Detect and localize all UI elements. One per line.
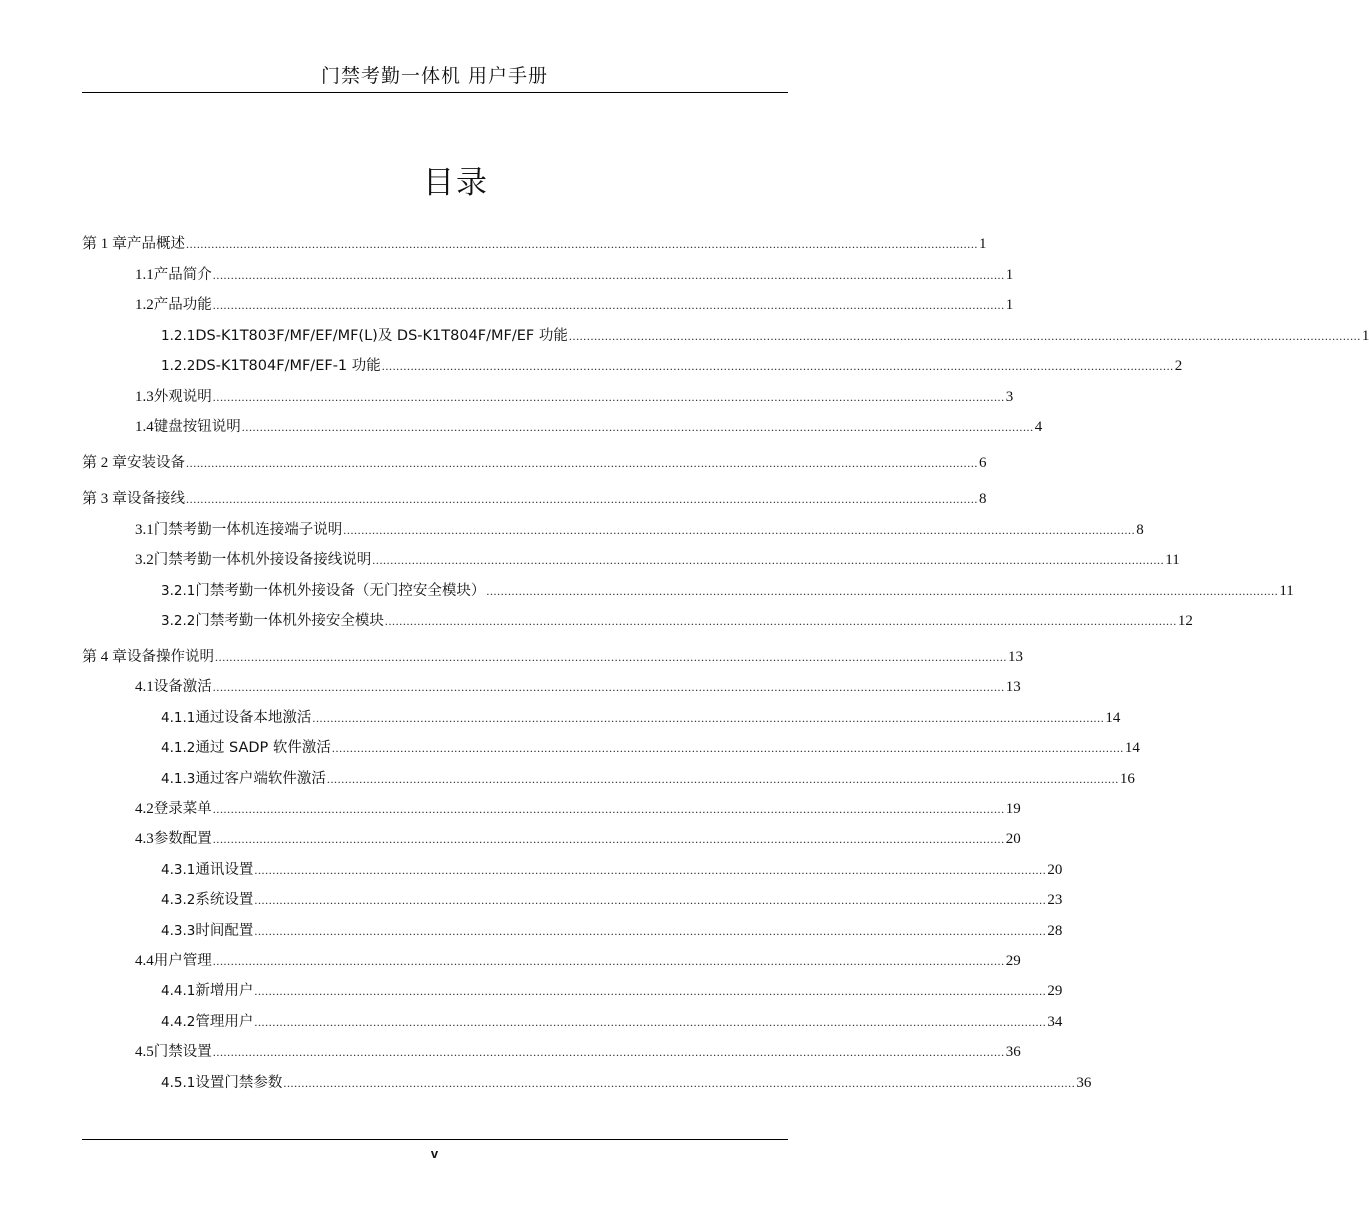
toc-entry-label: 参数配置: [153, 831, 212, 847]
toc-entry-level-2[interactable]: [135, 950, 1021, 972]
toc-entry-level-1[interactable]: [82, 233, 987, 255]
toc-entry-level-3[interactable]: [161, 889, 1063, 911]
toc-entry-label: 键盘按钮说明: [153, 419, 241, 435]
toc-entry-level-3[interactable]: [161, 355, 1183, 377]
toc-entry-level-1[interactable]: [82, 646, 1024, 668]
toc-entry-number: 4.4.1: [161, 983, 196, 999]
toc-entry-label: 新增用户: [195, 983, 254, 999]
toc-entry-page-number: 20: [1047, 862, 1063, 878]
toc-dot-leader: ............................................................................................................................................................................................................................: [486, 584, 1279, 598]
toc-entry-label: DS-K1T804F/MF/EF-1 功能: [195, 358, 381, 374]
toc-entry-page-number: 3: [1005, 389, 1014, 405]
toc-entry-level-2[interactable]: [135, 294, 1014, 316]
toc-entry-label: 通过设备本地激活: [195, 710, 312, 726]
toc-entry-page-number: 1: [1005, 297, 1014, 313]
toc-dot-leader: ............................................................................................................................................................................................................................: [186, 492, 979, 506]
toc-dot-leader: ............................................................................................................................................................................................................................: [254, 1015, 1047, 1029]
toc-entry-label: 通过 SADP 软件激活: [195, 740, 331, 756]
toc-entry-number: 4.3: [135, 831, 154, 847]
toc-entry-level-3[interactable]: [161, 737, 1140, 759]
toc-entry-page-number: 16: [1119, 771, 1135, 787]
toc-entry-page-number: 11: [1279, 583, 1294, 599]
toc-dot-leader: ............................................................................................................................................................................................................................: [254, 863, 1047, 877]
toc-entry-label: 设置门禁参数: [195, 1075, 283, 1091]
toc-entry-number: 第 3 章: [82, 491, 128, 507]
toc-entry-page-number: 8: [979, 491, 987, 507]
toc-entry-label: 产品简介: [153, 267, 212, 283]
toc-dot-leader: ............................................................................................................................................................................................................................: [331, 741, 1124, 755]
running-header-title: 门禁考勤一体机 用户手册: [320, 65, 549, 87]
toc-dot-leader: ............................................................................................................................................................................................................................: [326, 772, 1119, 786]
toc-dot-leader: ............................................................................................................................................................................................................................: [372, 553, 1165, 567]
header-divider: [82, 92, 788, 93]
toc-dot-leader: ............................................................................................................................................................................................................................: [186, 237, 979, 251]
toc-dot-leader: ............................................................................................................................................................................................................................: [283, 1076, 1076, 1090]
toc-entry-page-number: 8: [1136, 522, 1144, 538]
toc-entry-page-number: 19: [1005, 801, 1021, 817]
toc-entry-label: 产品概述: [127, 236, 186, 252]
toc-dot-leader: ............................................................................................................................................................................................................................: [212, 1045, 1005, 1059]
footer-divider: [82, 1139, 788, 1140]
toc-dot-leader: ............................................................................................................................................................................................................................: [312, 711, 1105, 725]
toc-entry-number: 4.2: [135, 801, 154, 817]
toc-entry-label: 外观说明: [153, 389, 212, 405]
footer-page-number: v: [430, 1146, 439, 1161]
toc-entry-label: 设备接线: [127, 491, 186, 507]
toc-entry-number: 1.1: [135, 267, 154, 283]
toc-entry-number: 3.2: [135, 552, 154, 568]
toc-entry-level-2[interactable]: [135, 416, 1043, 438]
toc-entry-level-3[interactable]: [161, 1072, 1092, 1094]
toc-entry-page-number: 36: [1076, 1075, 1092, 1091]
toc-heading: 目录: [423, 165, 489, 201]
toc-entry-label: 时间配置: [195, 923, 254, 939]
toc-entry-number: 4.3.3: [161, 923, 196, 939]
toc-entry-label: 门禁考勤一体机外接设备（无门控安全模块）: [195, 583, 486, 599]
toc-dot-leader: ............................................................................................................................................................................................................................: [384, 614, 1177, 628]
toc-entry-level-3[interactable]: [161, 325, 1369, 347]
toc-entry-number: 4.1: [135, 679, 154, 695]
toc-entry-number: 4.4.2: [161, 1014, 196, 1030]
toc-entry-page-number: 20: [1005, 831, 1021, 847]
toc-entry-page-number: 4: [1034, 419, 1043, 435]
toc-dot-leader: ............................................................................................................................................................................................................................: [254, 984, 1047, 998]
toc-dot-leader: ............................................................................................................................................................................................................................: [254, 924, 1047, 938]
toc-entry-page-number: 29: [1005, 953, 1021, 969]
toc-dot-leader: ............................................................................................................................................................................................................................: [212, 298, 1005, 312]
toc-entry-level-3[interactable]: [161, 1011, 1063, 1033]
toc-entry-label: 用户管理: [153, 953, 212, 969]
toc-entry-label: 门禁设置: [153, 1044, 212, 1060]
toc-entry-number: 第 1 章: [82, 236, 128, 252]
toc-entry-number: 3.2.1: [161, 583, 196, 599]
toc-entry-number: 1.4: [135, 419, 154, 435]
toc-dot-leader: ............................................................................................................................................................................................................................: [254, 893, 1047, 907]
toc-entry-number: 4.4: [135, 953, 154, 969]
toc-entry-label: 门禁考勤一体机连接端子说明: [153, 522, 343, 538]
toc-dot-leader: ............................................................................................................................................................................................................................: [212, 680, 1005, 694]
toc-dot-leader: ............................................................................................................................................................................................................................: [212, 832, 1005, 846]
toc-entry-label: 设备激活: [153, 679, 212, 695]
toc-entry-number: 1.3: [135, 389, 154, 405]
toc-dot-leader: ............................................................................................................................................................................................................................: [381, 359, 1174, 373]
toc-entry-label: 门禁考勤一体机外接安全模块: [195, 613, 384, 629]
toc-entry-page-number: 6: [979, 455, 987, 471]
toc-entry-page-number: 36: [1005, 1044, 1021, 1060]
toc-dot-leader: ............................................................................................................................................................................................................................: [212, 268, 1005, 282]
toc-entry-label: 门禁考勤一体机外接设备接线说明: [153, 552, 372, 568]
toc-entry-page-number: 14: [1105, 710, 1121, 726]
toc-entry-level-2[interactable]: [135, 519, 1144, 541]
toc-entry-page-number: 13: [1005, 679, 1021, 695]
toc-dot-leader: ............................................................................................................................................................................................................................: [241, 420, 1034, 434]
toc-entry-page-number: 11: [1165, 552, 1180, 568]
toc-entry-level-3[interactable]: [161, 768, 1135, 790]
toc-entry-label: 产品功能: [153, 297, 212, 313]
toc-entry-label: DS-K1T803F/MF/EF/MF(L)及 DS-K1T804F/MF/EF 功能: [195, 328, 568, 344]
toc-entry-number: 1.2.1: [161, 328, 196, 344]
toc-entry-level-3[interactable]: [161, 580, 1294, 602]
toc-dot-leader: ............................................................................................................................................................................................................................: [186, 456, 979, 470]
toc-entry-level-2[interactable]: [135, 549, 1180, 571]
toc-dot-leader: ............................................................................................................................................................................................................................: [212, 390, 1005, 404]
toc-entry-page-number: 34: [1047, 1014, 1063, 1030]
toc-entry-label: 通讯设置: [195, 862, 254, 878]
toc-entry-level-2[interactable]: [135, 798, 1021, 820]
toc-entry-level-2[interactable]: [135, 386, 1014, 408]
toc-entry-label: 通过客户端软件激活: [195, 771, 326, 787]
toc-entry-number: 3.1: [135, 522, 154, 538]
toc-entry-level-3[interactable]: [161, 980, 1063, 1002]
toc-entry-level-3[interactable]: [161, 920, 1063, 942]
toc-entry-number: 1.2: [135, 297, 154, 313]
toc-dot-leader: ............................................................................................................................................................................................................................: [212, 954, 1005, 968]
toc-entry-number: 4.1.3: [161, 771, 196, 787]
toc-entry-level-3[interactable]: [161, 707, 1121, 729]
toc-entry-label: 管理用户: [195, 1014, 254, 1030]
toc-entry-page-number: 14: [1124, 740, 1140, 756]
toc-entry-number: 4.1.2: [161, 740, 196, 756]
toc-entry-number: 4.5.1: [161, 1075, 196, 1091]
toc-entry-page-number: 1: [1361, 328, 1369, 344]
toc-entry-level-2[interactable]: [135, 264, 1014, 286]
toc-entry-level-3[interactable]: [161, 859, 1063, 881]
toc-entry-page-number: 28: [1047, 923, 1063, 939]
toc-entry-label: 安装设备: [127, 455, 186, 471]
toc-dot-leader: ............................................................................................................................................................................................................................: [212, 802, 1005, 816]
toc-entry-number: 第 4 章: [82, 649, 128, 665]
toc-entry-page-number: 13: [1008, 649, 1024, 665]
toc-entry-label: 系统设置: [195, 892, 254, 908]
toc-entry-label: 登录菜单: [153, 801, 212, 817]
toc-entry-page-number: 1: [1005, 267, 1014, 283]
toc-dot-leader: ............................................................................................................................................................................................................................: [215, 650, 1008, 664]
toc-entry-number: 4.5: [135, 1044, 154, 1060]
toc-entry-page-number: 12: [1177, 613, 1193, 629]
toc-entry-page-number: 1: [979, 236, 987, 252]
toc-entry-level-2[interactable]: [135, 828, 1021, 850]
toc-entry-number: 4.1.1: [161, 710, 196, 726]
toc-entry-number: 4.3.2: [161, 892, 196, 908]
toc-entry-number: 1.2.2: [161, 358, 196, 374]
toc-entry-level-1[interactable]: [82, 488, 987, 510]
toc-entry-page-number: 29: [1047, 983, 1063, 999]
toc-entry-page-number: 23: [1047, 892, 1063, 908]
toc-entry-level-2[interactable]: [135, 676, 1021, 698]
toc-entry-page-number: 2: [1174, 358, 1183, 374]
toc-entry-level-1[interactable]: [82, 452, 987, 474]
toc-entry-number: 3.2.2: [161, 613, 196, 629]
toc-entry-number: 4.3.1: [161, 862, 196, 878]
toc-entry-label: 设备操作说明: [127, 649, 215, 665]
toc-entry-number: 第 2 章: [82, 455, 128, 471]
toc-dot-leader: ............................................................................................................................................................................................................................: [568, 329, 1361, 343]
toc-entry-level-3[interactable]: [161, 610, 1193, 632]
toc-dot-leader: ............................................................................................................................................................................................................................: [343, 523, 1136, 537]
toc-entry-level-2[interactable]: [135, 1041, 1021, 1063]
